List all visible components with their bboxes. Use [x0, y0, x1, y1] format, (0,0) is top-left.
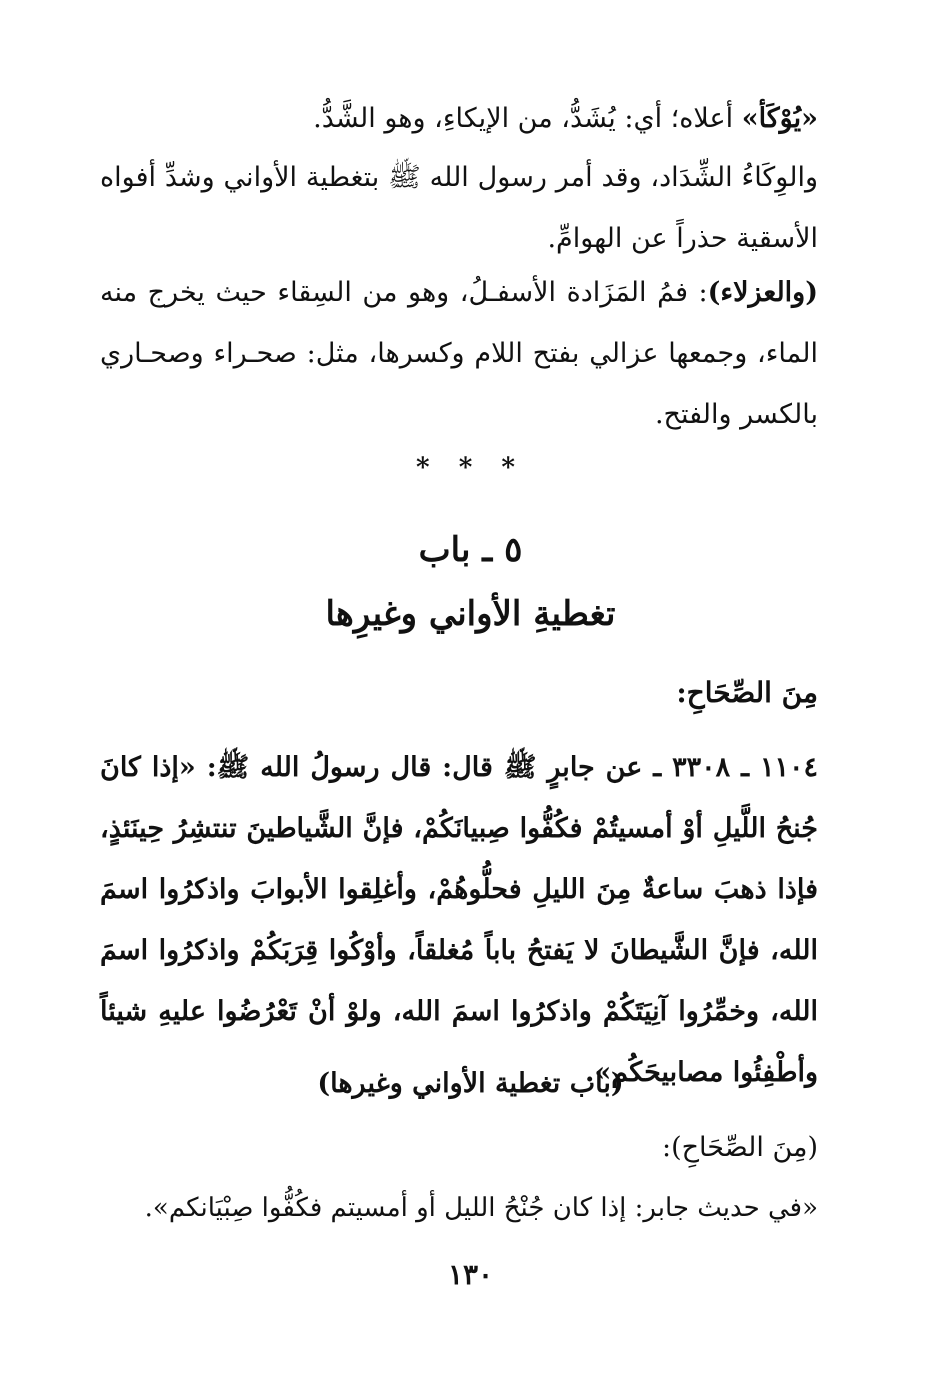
page-number: ١٣٠	[447, 1258, 494, 1291]
section-heading: مِنَ الصِّحَاحِ:	[676, 676, 818, 709]
chapter-number: ٥ ـ باب	[418, 530, 523, 570]
commentary-section-ref: (مِنَ الصِّحَاحِ):	[662, 1132, 818, 1163]
chapter-title: تغطيةِ الأواني وغيرِها	[325, 594, 616, 634]
hadith-text: ١١٠٤ ـ ٣٣٠٨ ـ عن جابرٍ ﷺ قال: قال رسولُ الله ﷺ: «إذا كانَ جُنحُ اللَّيلِ أوْ أمسيتُمْ فكُفُّوا صِبيانَكُمْ، فإنَّ الشَّياطينَ تنتشِرُ حِينَئذٍ، فإذا ذهبَ ساعةٌ مِنَ الليلِ فحلُّوهُمْ، وأغلِقوا الأبوابَ واذكرُوا اسمَ الله، فإنَّ الشَّيطانَ لا يَفتحُ باباً مُغلقاً، وأوْكُوا قِرَبَكُمْ واذكرُوا اسمَ الله، وخمِّرُوا آنِيَتَكُمْ واذكرُوا اسمَ الله، ولوْ أنْ تَعْرُضُوا عليهِ شيئاً وأطْفِئُوا مصابيحَكُم».	[100, 752, 818, 1088]
definition-azla-text: : فمُ المَزَادة الأسفـلُ، وهو من السِقاء حيث يخرج منه الماء، وجمعها عزالي بفتح اللام وكسرها، مثل: صحـراء وصحـاري بالكسر والفتح.	[100, 277, 818, 430]
commentary-chapter-ref: (باب تغطية الأواني وغيرها)	[317, 1068, 624, 1099]
commentary-note: «في حديث جابر: إذا كان جُنْحُ الليل أو أمسيتم فكُفُّوا صِبْيَانكم».	[144, 1193, 818, 1223]
definition-yuka	[100, 88, 818, 149]
term-azla: (والعزلاء)	[707, 277, 818, 308]
section-separator: * * *	[416, 453, 525, 483]
definition-yuka-text: أعلاه؛ أي: يُشَدُّ، من الإيكاءِ، وهو الشَّدُّ.	[313, 103, 742, 134]
definition-wika: والوِكَاءُ الشِّدَاد، وقد أمر رسول الله ﷺ بتغطية الأواني وشدِّ أفواه الأسقية حذراً عن الهوامِّ.	[100, 162, 818, 254]
definition-azla	[100, 262, 818, 445]
term-yuka: «يُوْكَأ»	[741, 103, 818, 134]
